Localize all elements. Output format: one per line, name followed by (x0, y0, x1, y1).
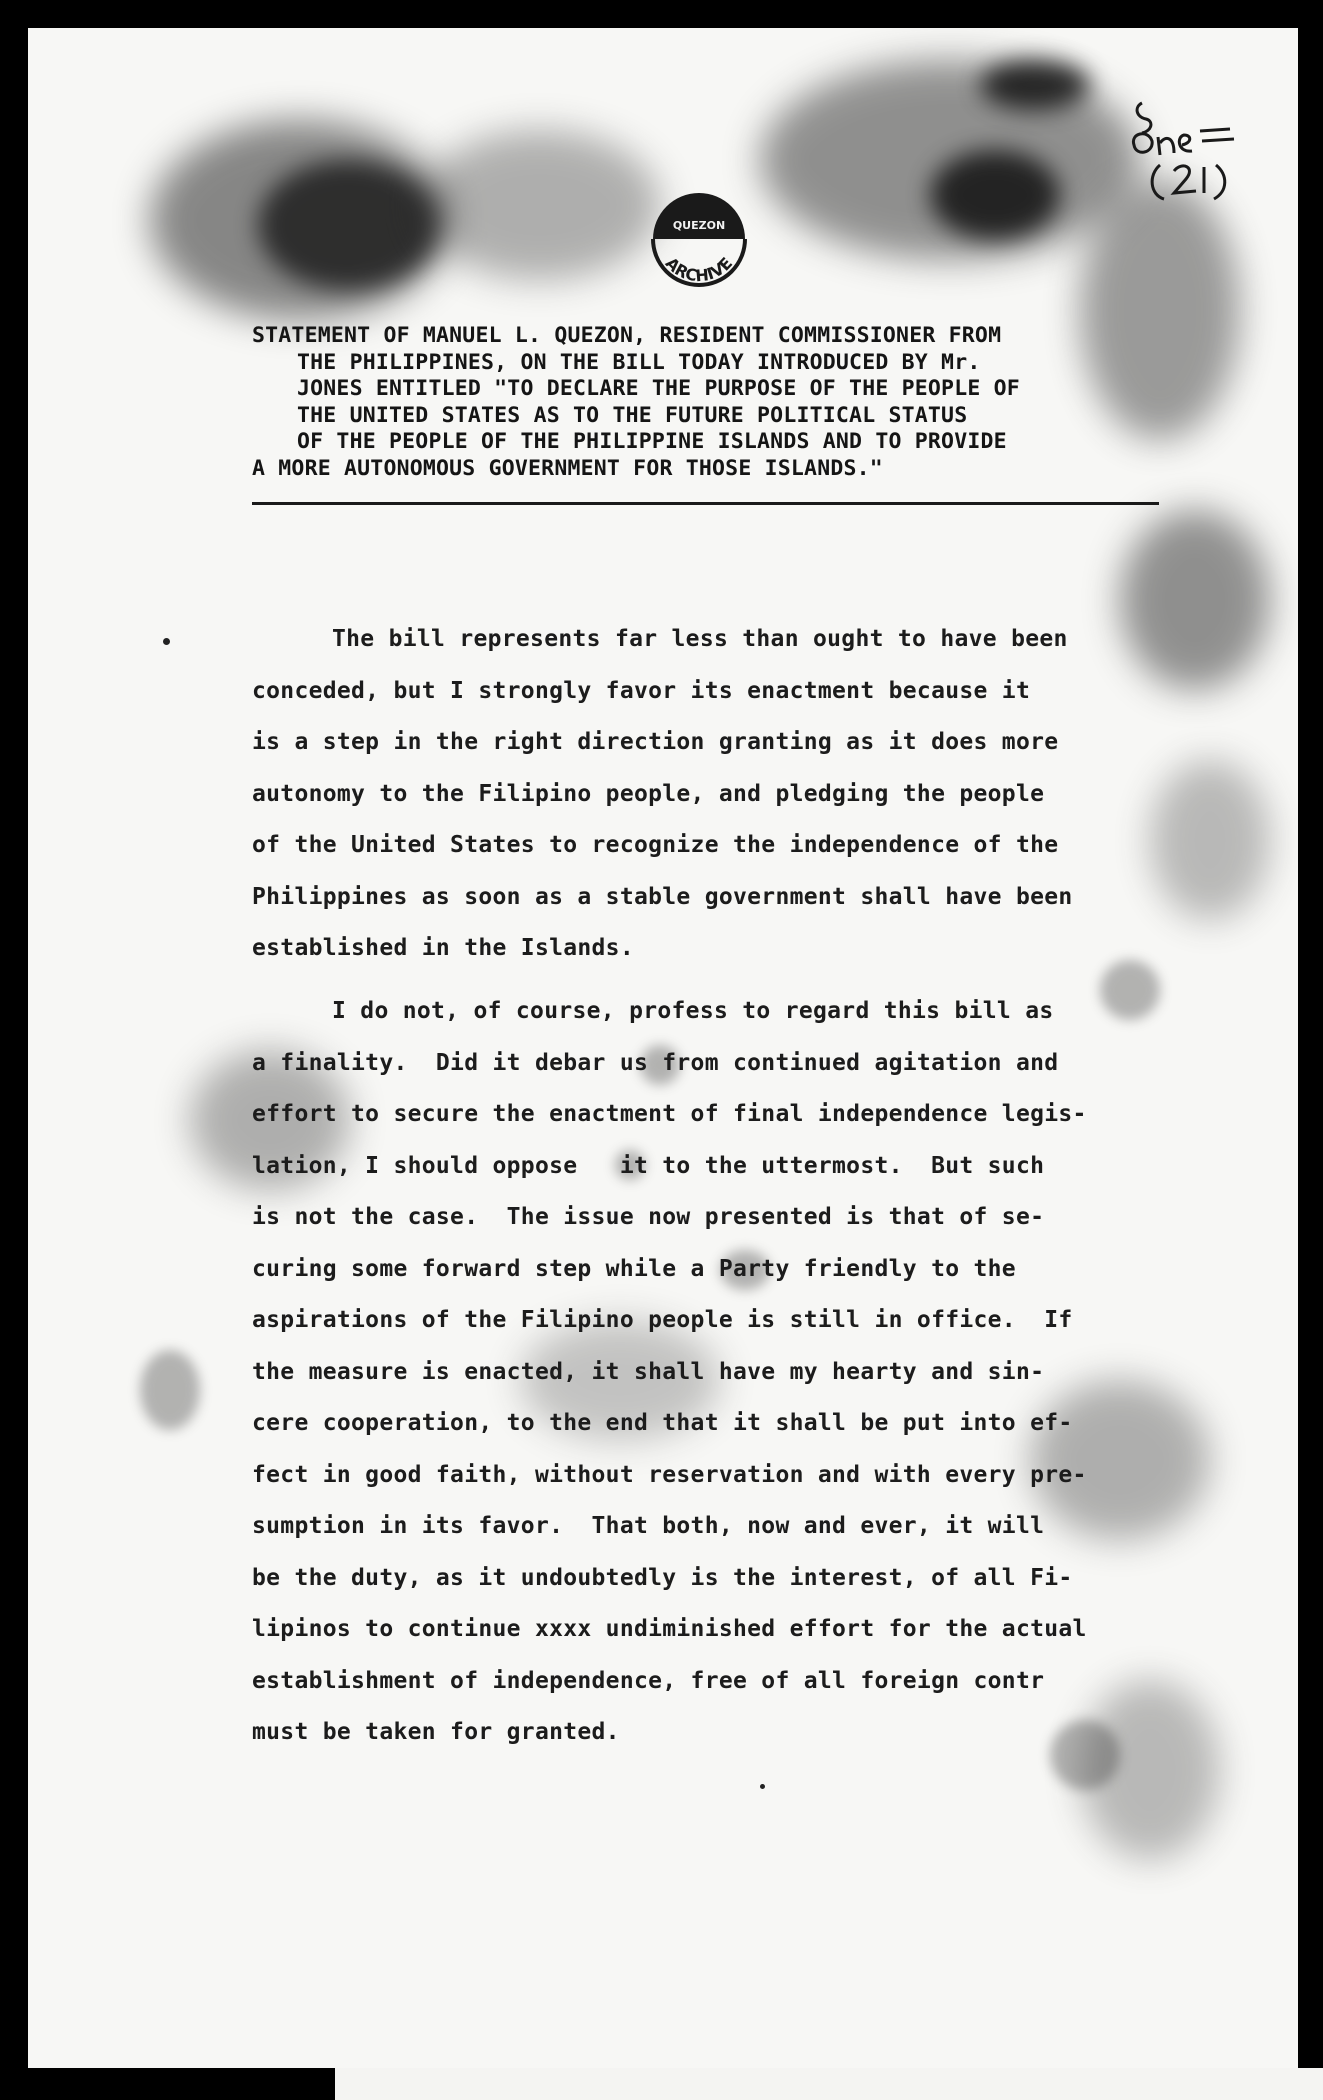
text-line: be the duty, as it undoubtedly is the interest, of all Fi- (252, 1564, 1073, 1591)
heading-line: THE UNITED STATES AS TO THE FUTURE POLITICAL STATUS (297, 402, 968, 428)
heading-line: THE PHILIPPINES, ON THE BILL TODAY INTRODUCED BY Mr. (297, 349, 981, 375)
text-line: autonomy to the Filipino people, and pledging the people (252, 780, 1045, 807)
stamp-text-top: QUEZON (672, 219, 726, 232)
text-line: established in the Islands. (252, 935, 634, 961)
text-line: Philippines as soon as a stable government shall have been (252, 883, 1073, 910)
text-line: aspirations of the Filipino people is still in office. If (252, 1307, 1073, 1333)
text-line: cere cooperation, to the end that it shall be put into ef- (252, 1410, 1073, 1436)
text-line: The bill represents far less than ought to have been (332, 626, 1068, 652)
heading-line: OF THE PEOPLE OF THE PHILIPPINE ISLANDS AND TO PROVIDE (297, 429, 1007, 454)
margin-dot (760, 1784, 765, 1789)
heading-line: A MORE AUTONOMOUS GOVERNMENT FOR THOSE ISLANDS." (252, 455, 883, 481)
text-line: must be taken for granted. (252, 1719, 620, 1745)
margin-dot (163, 638, 170, 645)
stamp-text-bottom: ARCHIVE (661, 253, 737, 286)
heading-divider (252, 502, 1159, 505)
text-line: I do not, of course, profess to regard this bill as (332, 998, 1054, 1024)
text-line: the measure is enacted, it shall have my hearty and sin- (252, 1358, 1045, 1385)
text-line: effort to secure the enactment of final independence legis- (252, 1101, 1087, 1127)
text-line: lipinos to continue xxxx undiminished effort for the actual (252, 1616, 1087, 1642)
paragraph-1 (252, 614, 1192, 975)
text-line: of the United States to recognize the independence of the (252, 832, 1059, 858)
paragraph-2 (252, 986, 1192, 1759)
heading-line: STATEMENT OF MANUEL L. QUEZON, RESIDENT COMMISSIONER FROM (252, 323, 1002, 348)
text-line: is not the case. The issue now presented is that of se- (252, 1204, 1045, 1230)
heading-line: JONES ENTITLED "TO DECLARE THE PURPOSE OF THE PEOPLE OF (297, 376, 1020, 401)
page-edge (335, 2068, 1323, 2100)
text-line: is a step in the right direction granting as it does more (252, 729, 1059, 755)
text-line: sumption in its favor. That both, now and ever, it will (252, 1513, 1045, 1539)
text-line: establishment of independence, free of all foreign contr (252, 1667, 1045, 1694)
statement-heading (252, 323, 1172, 482)
archive-stamp (643, 177, 755, 289)
svg-text:ARCHIVE (662, 253, 736, 285)
handwritten-annotation (1130, 95, 1260, 205)
text-line: curing some forward step while a Party friendly to the (252, 1255, 1016, 1282)
text-line: a finality. Did it debar us from continued agitation and (252, 1049, 1059, 1076)
text-line: lation, I should oppose it to the uttermost. But such (252, 1152, 1045, 1179)
text-line: conceded, but I strongly favor its enactment because it (252, 677, 1031, 704)
text-line: fect in good faith, without reservation and with every pre- (252, 1461, 1087, 1488)
